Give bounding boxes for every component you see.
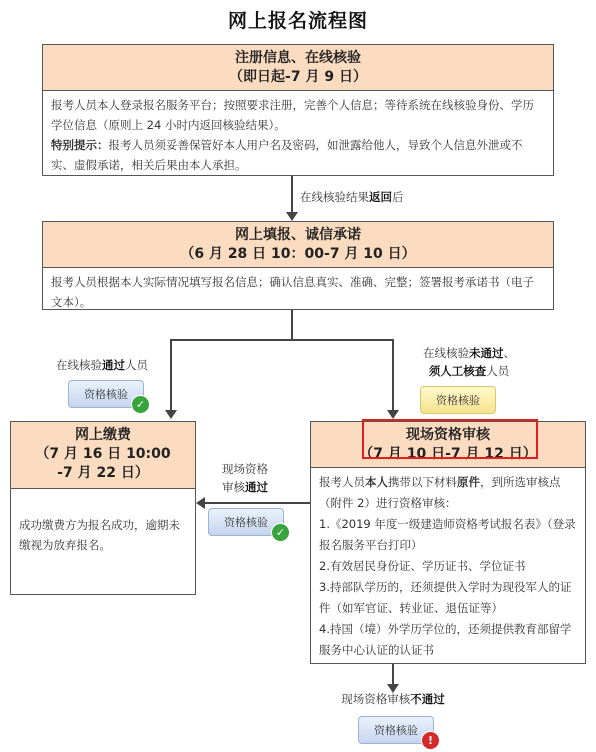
step-register-title: 注册信息、在线核验	[235, 50, 361, 66]
step-fill-title: 网上填报、诚信承诺	[235, 227, 361, 243]
step-fill-text: 报考人员根据本人实际情况填写报名信息；确认信息真实、准确、完整；签署报考承诺书（电子文本）。	[51, 275, 534, 309]
onsite-item-3: 3.持部队学历的，还须提供入学时为现役军人的证件（如军官证、转业证、退伍证等）	[319, 580, 572, 615]
note-label: 特别提示：	[51, 138, 109, 152]
payment-header	[11, 422, 195, 489]
arrow-1-shaft	[291, 176, 293, 216]
step-fill-header	[43, 222, 553, 268]
branch-onsite-failed-label: 现场资格审核不通过	[341, 692, 445, 706]
split-right-shaft	[392, 339, 394, 411]
payment-date-end: -7 月 22 日）	[57, 465, 149, 481]
step-register-date: （即日起-7 月 9 日）	[229, 69, 367, 85]
split-horizontal	[170, 339, 394, 341]
split-right-head	[387, 410, 399, 419]
onsite-item-4: 4.持国（境）外学历学位的，还须提供教育部留学服务中心认证的认证书	[319, 622, 572, 657]
split-left-shaft	[170, 339, 172, 411]
onsite-date: （7 月 10 日-7 月 12 日）	[359, 446, 537, 462]
onsite-body	[311, 468, 585, 665]
arrow-1-head	[286, 212, 298, 221]
qualify-badge-passed: 资格核验 ✓	[68, 380, 144, 408]
step-fill-commit	[42, 221, 554, 310]
step-fill-body	[43, 268, 553, 316]
warning-icon: !	[421, 731, 440, 750]
onsite-intro: 报考人员本人携带以下材料原件，到所选审核点（附件 2）进行资格审核：	[319, 475, 561, 510]
page-title: 网上报名流程图	[227, 10, 368, 32]
payment-date-start: （7 月 16 日 10:00	[35, 446, 171, 462]
onsite-item-1: 1.《2019 年度一级建造师资格考试报名表》（登录报名服务平台打印）	[319, 517, 576, 552]
step-register-header	[43, 45, 553, 91]
split-shaft	[291, 310, 293, 340]
step-online-payment	[10, 421, 196, 595]
onsite-fail-shaft	[392, 664, 394, 686]
payment-text: 成功缴费方为报名成功，逾期未缴视为放弃报名。	[19, 518, 180, 552]
note-text: 报考人员须妥善保管好本人用户名及密码，如泄露给他人，导致个人信息外泄或不实、虚假承诺，相关后果由本人承担。	[51, 138, 523, 172]
onsite-to-pay-shaft	[204, 502, 310, 504]
branch-onsite-passed-label: 现场资格 审核通过	[222, 462, 268, 494]
check-icon: ✓	[271, 523, 290, 542]
step-register-note	[51, 135, 545, 175]
payment-body	[11, 489, 195, 559]
qualify-badge-onsite-failed: 资格核验 !	[358, 716, 434, 744]
step-register-verify	[42, 44, 554, 176]
branch-online-passed-label: 在线核验通过人员	[56, 358, 148, 372]
qualify-badge-manual: 资格核验	[420, 386, 496, 414]
step-register-body	[43, 91, 553, 179]
onsite-title-highlight	[362, 419, 538, 459]
step-fill-date: （6 月 28 日 10：00-7 月 10 日）	[180, 246, 416, 262]
qualify-badge-onsite-passed: 资格核验 ✓	[208, 508, 284, 536]
branch-online-failed-label: 在线核验未通过、 须人工核查人员	[423, 346, 515, 378]
onsite-to-pay-head	[196, 497, 205, 509]
payment-title: 网上缴费	[75, 427, 131, 443]
onsite-title: 现场资格审核	[406, 427, 490, 443]
onsite-item-2: 2.有效居民身份证、学历证书、学位证书	[319, 559, 526, 573]
edge-returned-label: 在线核验结果返回后	[300, 190, 404, 204]
step-register-text: 报考人员本人登录报名服务平台；按照要求注册，完善个人信息；等待系统在线核验身份、学历学位信息（原则上 24 小时内返回核验结果）。	[51, 98, 534, 132]
check-icon: ✓	[131, 395, 150, 414]
split-left-head	[165, 410, 177, 419]
